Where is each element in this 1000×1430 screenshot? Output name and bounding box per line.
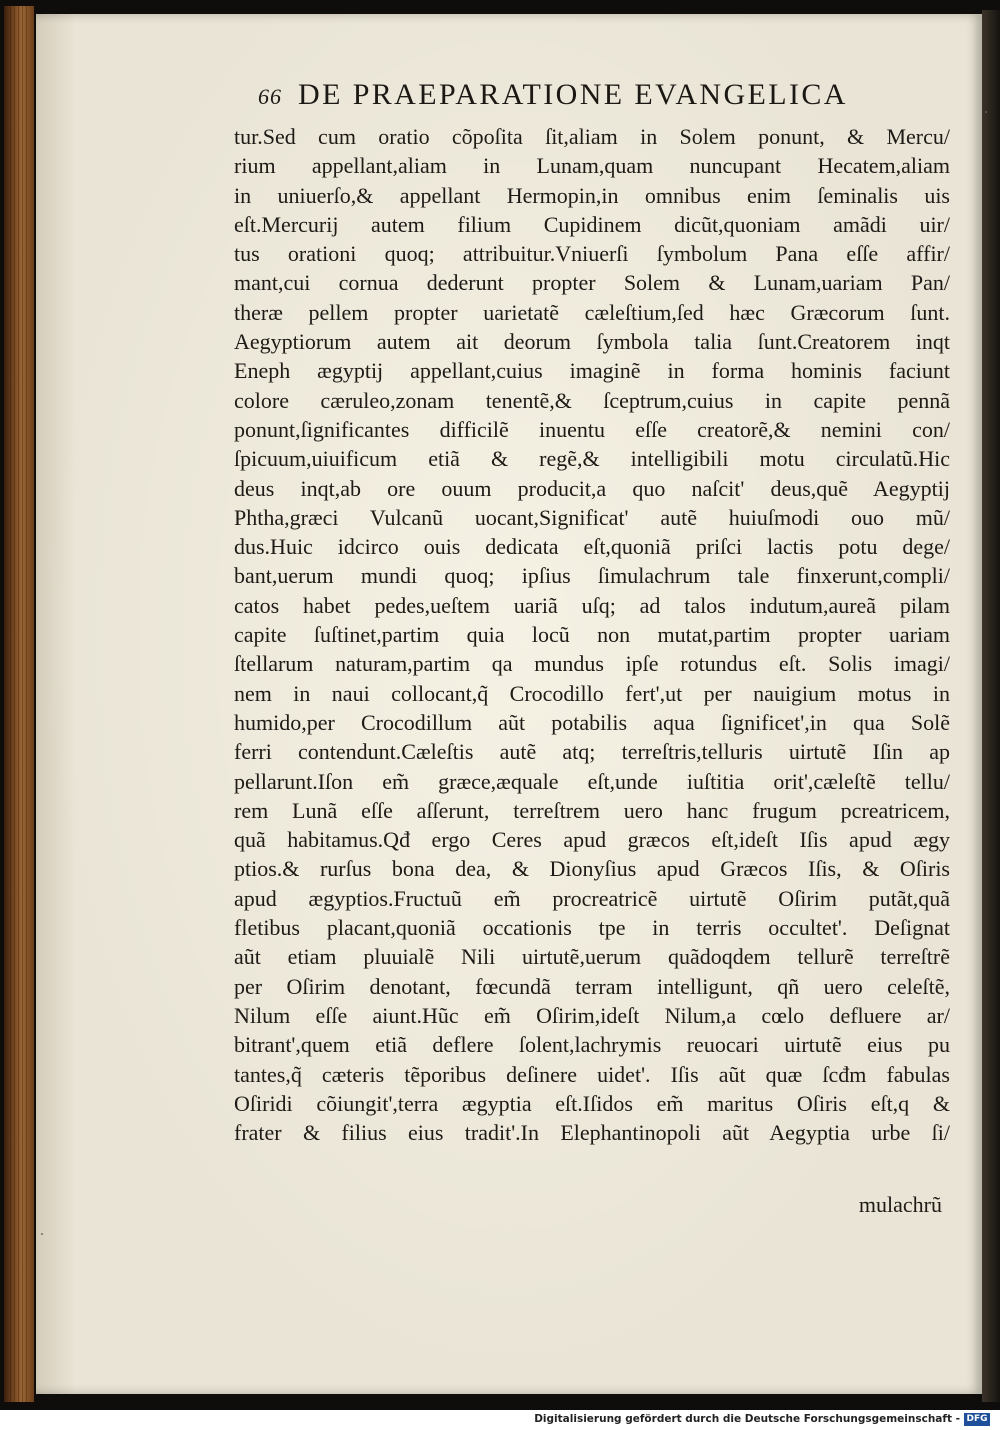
text-line: humido,per Crocodillum aũt potabilis aqua ſignificet',in qua Solẽ [234,709,950,735]
text-line: mant,cui cornua dederunt propter Solem & Lunam,uariam Pan/ [234,270,950,296]
text-line: Nilum eſſe aiunt.Hũc em̃ Oſirim,ideſt Nilum,a cœlo defluere ar/ [234,1002,950,1028]
text-line: per Oſirim denotant, fœcundã terram intelligunt, qñ uero celeſtẽ, [234,973,950,999]
running-head [258,78,948,120]
text-line: tantes,q̃ cæteris tẽporibus deſinere uidet'. Iſis aũt quæ ſcđm fabulas [234,1061,950,1087]
text-line: Eneph ægyptij appellant,cuius imaginẽ in forma hominis faciunt [234,358,950,384]
text-line: Aegyptiorum autem ait deorum ſymbola talia ſunt.Creatorem inqt [234,329,950,355]
text-line: nem in naui collocant,q̃ Crocodillo fert',ut per nauigium motus in [234,680,950,706]
text-line: frater & filius eius tradit'.In Elephantinopoli aũt Aegyptia urbe ſi/ [234,1120,950,1146]
text-line: catos habet pedes,ueſtem uariã uſq; ad talos indutum,aureã pilam [234,592,950,618]
margin-mark: . [984,100,988,117]
text-line: apud ægyptios.Fructuũ em̃ procreatricẽ uirtutẽ Oſirim putãt,quã [234,885,950,911]
text-line: ptios.& rurſus bona dea, & Dionyſius apud Græcos Iſis, & Oſiris [234,856,950,882]
text-line: rium appellant,aliam in Lunam,quam nuncupant Hecatem,aliam [234,153,950,179]
text-line: tus orationi quoq; attribuitur.Vniuerſi ſymbolum Pana eſſe affir/ [234,241,950,267]
running-title: DE PRAEPARATIONE EVANGELICA [298,78,848,111]
text-line: dus.Huic idcirco ouis dedicata eſt,quoniã priſci lactis potu dege/ [234,534,950,560]
body-text [234,122,950,1147]
text-line: ferri contendunt.Cæleſtis autẽ atq; terreſtris,telluris uirtutẽ Iſin ap [234,739,950,765]
text-line: rem Lunã eſſe aſſerunt, terreſtrem uero hanc frugum pcreatricem, [234,797,950,823]
gutter-shadow [982,10,1000,1402]
book-page-edge-lines [10,6,30,1402]
margin-mark: . [40,1222,44,1239]
text-line: quã habitamus.Qđ ergo Ceres apud græcos eſt,ideſt Iſis apud ægy [234,827,950,853]
text-line: ponunt,ſignificantes difficilẽ inuentu eſſe creatorẽ,& nemini con/ [234,416,950,442]
catchword: mulachrũ [858,1192,942,1217]
text-line: theræ pellem propter uarietatẽ cæleſtium,ſed hæc Græcorum ſunt. [234,299,950,325]
text-line: aũt etiam pluuialẽ Nili uirtutẽ,uerum quãdoqdem tellurẽ terreſtrẽ [234,944,950,970]
text-line: colore cæruleo,zonam tenentẽ,& ſceptrum,cuius in capite pennã [234,387,950,413]
text-line: tur.Sed cum oratio cõpoſita ſit,aliam in Solem ponunt, & Mercu/ [234,124,950,149]
text-line: bitrant',quem etiã deflere ſolent,lachrymis reuocari uirtutẽ eius pu [234,1032,950,1058]
text-line: ſtellarum naturam,partim qa mundus ipſe rotundus eſt. Solis imagi/ [234,651,950,677]
dfg-logo: DFG [964,1413,990,1426]
text-line: in uniuerſo,& appellant Hermopin,in omnibus enim ſeminalis uis [234,182,950,208]
text-line: Phtha,græci Vulcanũ uocant,Significat' autẽ huiuſmodi ouo mũ/ [234,504,950,530]
text-line: ſpicuum,uiuificum etiã & regẽ,& intelligibili motu circulatũ.Hic [234,446,950,472]
footer-credit: Digitalisierung gefördert durch die Deutsche Forschungsgemeinschaft - [534,1413,960,1425]
text-line: bant,uerum mundi quoq; ipſius ſimulachrum tale finxerunt,compli/ [234,563,950,589]
text-line: Oſiridi cõiungit',terra ægyptia eſt.Iſidos em̃ maritus Oſiris eſt,q & [234,1090,950,1116]
text-line: fletibus placant,quoniã occationis tpe in terris occultet'. Deſignat [234,915,950,941]
page-number: 66 [258,84,282,109]
text-line: pellarunt.Iſon em̃ græce,æquale eſt,unde iuſtitia orit',cæleſtẽ tellu/ [234,768,950,794]
text-line: eſt.Mercurij autem filium Cupidinem dicũt,quoniam amãdi uir/ [234,211,950,237]
text-line: capite ſuſtinet,partim quia locũ non mutat,partim propter uariam [234,622,950,648]
text-line: deus inqt,ab ore ouum producit,a quo naſcit' deus,quẽ Aegyptij [234,475,950,501]
